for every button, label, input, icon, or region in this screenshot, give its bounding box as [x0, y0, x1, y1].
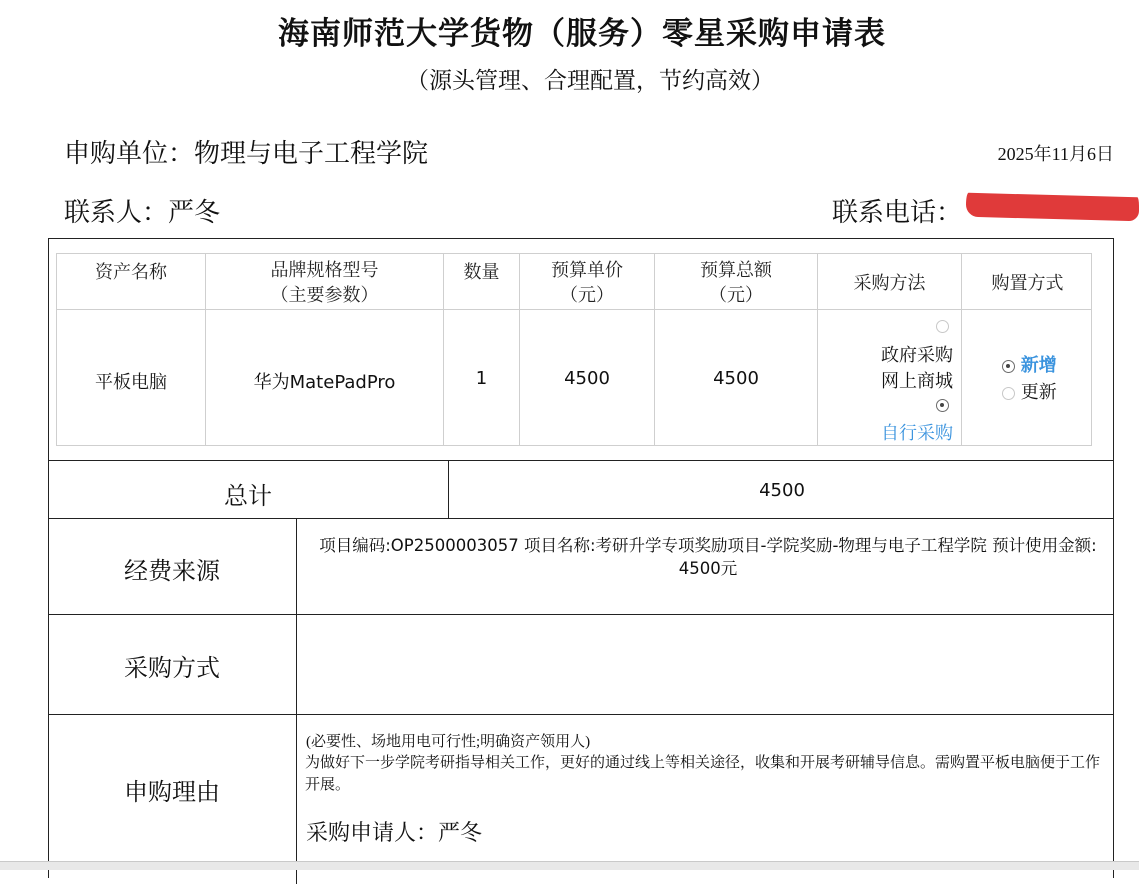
reason-label: 申购理由	[124, 780, 220, 806]
header-quantity: 数量	[463, 262, 500, 282]
radio-method-self[interactable]	[936, 396, 949, 414]
header-total-line2: （元）	[709, 285, 763, 305]
radio-acquire-update[interactable]	[1002, 379, 1057, 406]
applicant-unit: 申购单位：物理与电子工程学院	[64, 139, 429, 168]
total-label: 总计	[224, 484, 272, 510]
items-table	[56, 253, 1092, 446]
radio-method-gov-mall[interactable]	[936, 317, 949, 335]
cell-quantity: 1	[475, 368, 488, 389]
method-option-gov-line2: 网上商城	[881, 371, 953, 391]
radio-acquire-new[interactable]	[1002, 352, 1057, 379]
phone-redaction	[966, 193, 1139, 222]
funding-text: 项目编码:OP2500003057 项目名称:考研升学专项奖励项目-学院奖励-物理与电子工程学院 预计使用金额: 4500元	[319, 536, 1097, 578]
form-subtitle: （源头管理、合理配置，节约高效）	[406, 68, 774, 93]
cell-spec: 华为MatePadPro	[253, 372, 396, 393]
header-acquire: 购置方式	[991, 273, 1064, 293]
header-unit-price-line2: （元）	[560, 285, 614, 305]
header-asset-name: 资产名称	[95, 262, 167, 282]
cell-asset-name: 平板电脑	[95, 372, 167, 393]
reason-hint: (必要性、场地用电可行性;明确资产领用人)	[306, 734, 591, 750]
cell-unit-price: 4500	[564, 368, 610, 389]
contact-person: 联系人：严冬	[64, 198, 221, 227]
header-total-line1: 预算总额	[700, 260, 772, 280]
form-title: 海南师范大学货物（服务）零星采购申请表	[278, 16, 886, 52]
reason-applicant: 采购申请人：严冬	[306, 820, 483, 845]
header-method: 采购方法	[853, 273, 926, 293]
reason-text: 为做好下一步学院考研指导相关工作，更好的通过线上等相关途径，收集和开展考研辅导信息。需购置平板电脑便于工作开展。	[305, 753, 1101, 793]
cell-total: 4500	[713, 368, 759, 389]
acquire-option-new: 新增	[1020, 355, 1057, 376]
procurement-mode-label: 采购方式	[124, 656, 220, 682]
total-value: 4500	[759, 480, 805, 501]
form-date: 2025年11月6日	[997, 144, 1114, 164]
acquire-option-update: 更新	[1020, 382, 1057, 403]
phone-label: 联系电话：	[832, 198, 963, 227]
funding-label: 经费来源	[124, 559, 220, 585]
method-option-gov-line1: 政府采购	[881, 345, 953, 365]
method-option-self: 自行采购	[881, 423, 953, 443]
header-unit-price-line1: 预算单价	[551, 260, 623, 280]
header-spec-line1: 品牌规格型号	[270, 260, 379, 280]
header-spec-line2: （主要参数）	[270, 285, 379, 305]
